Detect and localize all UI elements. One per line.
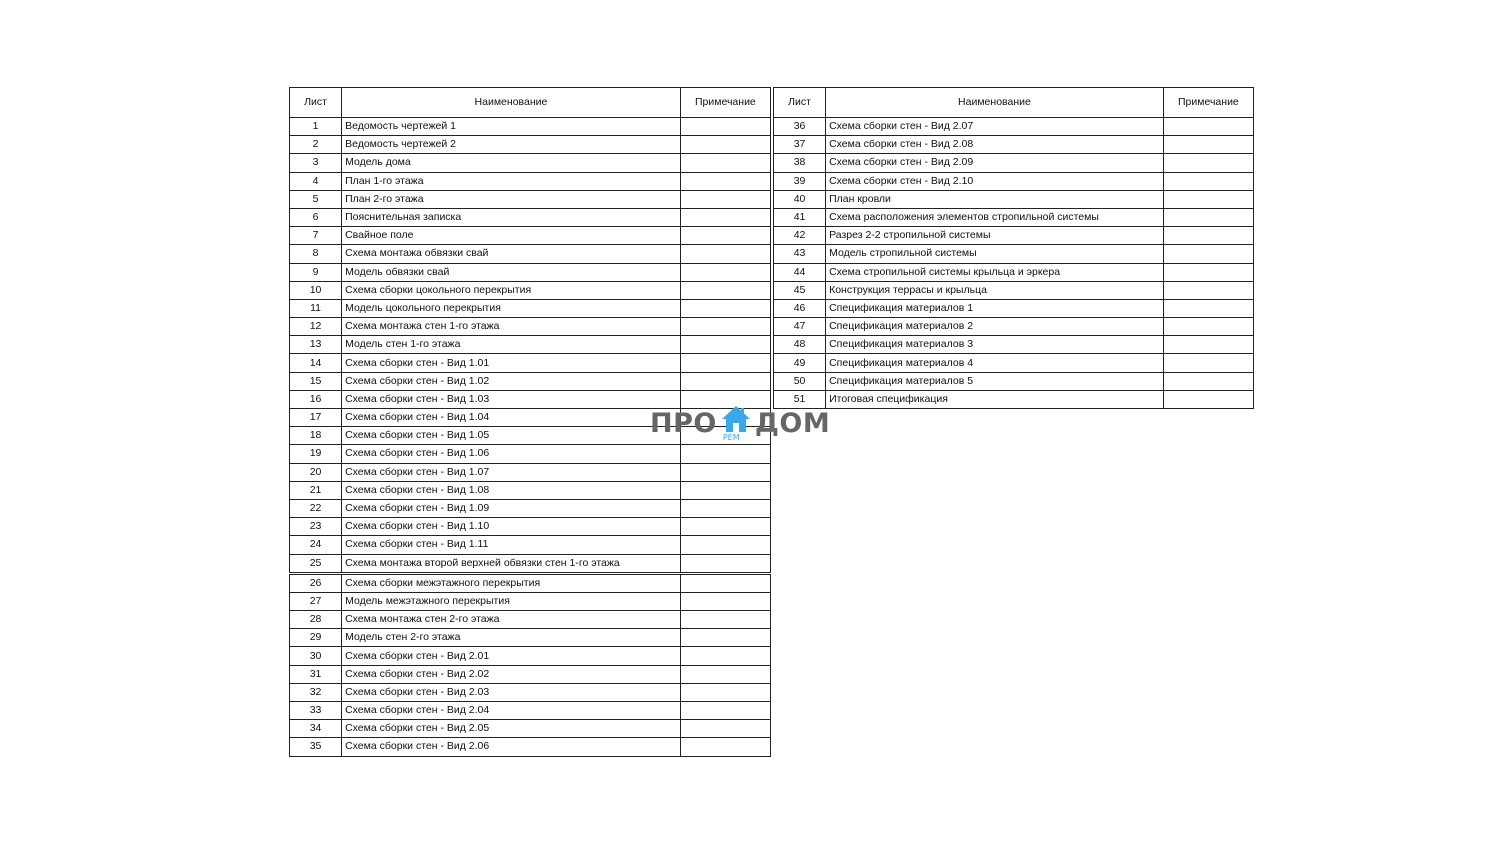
sheet-number: 48 xyxy=(774,336,826,354)
sheet-number: 30 xyxy=(290,647,342,665)
table-row xyxy=(290,336,771,354)
sheet-note xyxy=(680,518,770,536)
sheet-note xyxy=(680,154,770,172)
table-row xyxy=(774,227,1254,245)
table-row xyxy=(290,592,771,610)
sheet-name: Модель цокольного перекрытия xyxy=(342,299,681,317)
sheet-name: Схема сборки стен - Вид 2.08 xyxy=(826,136,1164,154)
sheet-name: Модель стен 2-го этажа xyxy=(342,629,681,647)
sheet-number: 39 xyxy=(774,172,826,190)
sheet-name: Схема сборки стен - Вид 1.11 xyxy=(342,536,681,554)
sheet-note xyxy=(680,536,770,554)
sheet-note xyxy=(680,118,770,136)
sheet-name: Ведомость чертежей 1 xyxy=(342,118,681,136)
sheet-number: 50 xyxy=(774,372,826,390)
sheet-note xyxy=(1163,263,1253,281)
sheet-note xyxy=(680,629,770,647)
table-row xyxy=(290,136,771,154)
sheet-name: Схема сборки стен - Вид 1.01 xyxy=(342,354,681,372)
sheet-name: Схема сборки стен - Вид 1.06 xyxy=(342,445,681,463)
sheet-name: Ведомость чертежей 2 xyxy=(342,136,681,154)
sheet-number: 27 xyxy=(290,592,342,610)
table-row xyxy=(290,683,771,701)
table-row xyxy=(774,136,1254,154)
table-row xyxy=(774,172,1254,190)
sheet-name: Схема сборки стен - Вид 1.03 xyxy=(342,390,681,408)
sheet-name: Пояснительная записка xyxy=(342,208,681,226)
sheet-number: 8 xyxy=(290,245,342,263)
sheet-note xyxy=(680,683,770,701)
sheet-name: Конструкция террасы и крыльца xyxy=(826,281,1164,299)
table-row xyxy=(290,354,771,372)
watermark-logo xyxy=(650,402,850,444)
table-row xyxy=(290,647,771,665)
sheet-name: План кровли xyxy=(826,190,1164,208)
header-note: Примечание xyxy=(680,88,770,118)
table-row xyxy=(290,702,771,720)
sheet-number: 13 xyxy=(290,336,342,354)
table-row xyxy=(290,281,771,299)
sheet-name: Схема сборки стен - Вид 2.09 xyxy=(826,154,1164,172)
table-row xyxy=(774,281,1254,299)
sheet-note xyxy=(1163,354,1253,372)
sheet-name: Итоговая спецификация xyxy=(826,390,1164,408)
sheet-name: Схема монтажа обвязки свай xyxy=(342,245,681,263)
sheet-name: Спецификация материалов 1 xyxy=(826,299,1164,317)
table-row xyxy=(290,154,771,172)
table-row xyxy=(290,208,771,226)
sheet-number: 46 xyxy=(774,299,826,317)
table-header-row xyxy=(774,88,1254,118)
sheet-name: Схема сборки стен - Вид 2.07 xyxy=(826,118,1164,136)
sheet-number: 45 xyxy=(774,281,826,299)
sheet-note xyxy=(680,463,770,481)
sheet-name: Схема стропильной системы крыльца и эркера xyxy=(826,263,1164,281)
header-name: Наименование xyxy=(826,88,1164,118)
sheet-note xyxy=(1163,136,1253,154)
table-row xyxy=(290,536,771,554)
sheet-note xyxy=(680,592,770,610)
sheet-note xyxy=(1163,336,1253,354)
table-row xyxy=(290,629,771,647)
sheet-note xyxy=(680,445,770,463)
sheet-note xyxy=(680,281,770,299)
sheet-name: Схема сборки стен - Вид 1.09 xyxy=(342,499,681,517)
sheet-number: 36 xyxy=(774,118,826,136)
sheet-number: 44 xyxy=(774,263,826,281)
sheet-name: Модель обвязки свай xyxy=(342,263,681,281)
table-body-right xyxy=(774,118,1254,409)
sheet-number: 2 xyxy=(290,136,342,154)
sheet-name: Схема монтажа стен 1-го этажа xyxy=(342,318,681,336)
table-row xyxy=(290,481,771,499)
sheet-name: Схема сборки стен - Вид 1.08 xyxy=(342,481,681,499)
sheet-note xyxy=(680,263,770,281)
sheet-name: Схема сборки стен - Вид 2.10 xyxy=(826,172,1164,190)
table-row xyxy=(290,445,771,463)
sheet-number: 37 xyxy=(774,136,826,154)
table-row xyxy=(290,118,771,136)
sheet-name: Схема сборки стен - Вид 2.03 xyxy=(342,683,681,701)
sheet-note xyxy=(1163,172,1253,190)
sheet-number: 41 xyxy=(774,208,826,226)
sheet-number: 4 xyxy=(290,172,342,190)
sheet-note xyxy=(1163,318,1253,336)
sheet-number: 33 xyxy=(290,702,342,720)
sheet-note xyxy=(1163,190,1253,208)
sheet-name: Модель дома xyxy=(342,154,681,172)
table-row xyxy=(774,245,1254,263)
table-row xyxy=(290,245,771,263)
table-row xyxy=(774,208,1254,226)
sheet-note xyxy=(680,190,770,208)
sheet-number: 51 xyxy=(774,390,826,408)
sheet-name: План 2-го этажа xyxy=(342,190,681,208)
sheet-name: Схема сборки стен - Вид 2.01 xyxy=(342,647,681,665)
table-row xyxy=(290,499,771,517)
table-row xyxy=(290,611,771,629)
sheet-number: 11 xyxy=(290,299,342,317)
sheet-note xyxy=(1163,281,1253,299)
table-row xyxy=(774,354,1254,372)
sheet-note xyxy=(680,336,770,354)
header-note: Примечание xyxy=(1163,88,1253,118)
table-row xyxy=(774,154,1254,172)
sheet-name: Свайное поле xyxy=(342,227,681,245)
sheet-number: 47 xyxy=(774,318,826,336)
sheet-number: 1 xyxy=(290,118,342,136)
sheet-number: 42 xyxy=(774,227,826,245)
sheet-note xyxy=(680,354,770,372)
sheet-number: 10 xyxy=(290,281,342,299)
table-row xyxy=(290,665,771,683)
sheet-number: 21 xyxy=(290,481,342,499)
sheet-number: 18 xyxy=(290,427,342,445)
table-row xyxy=(290,720,771,738)
sheet-note xyxy=(1163,154,1253,172)
sheet-note xyxy=(680,738,770,756)
table-row xyxy=(774,318,1254,336)
sheet-note xyxy=(680,299,770,317)
sheet-name: Схема монтажа второй верхней обвязки стен 1-го этажа xyxy=(342,554,681,573)
drawings-list-table-right xyxy=(773,87,1254,409)
sheet-note xyxy=(680,372,770,390)
sheet-number: 24 xyxy=(290,536,342,554)
sheet-number: 3 xyxy=(290,154,342,172)
table-row xyxy=(290,738,771,756)
sheet-number: 49 xyxy=(774,354,826,372)
sheet-name: Схема расположения элементов стропильной системы xyxy=(826,208,1164,226)
sheet-note xyxy=(680,720,770,738)
sheet-name: Схема сборки межэтажного перекрытия xyxy=(342,573,681,592)
sheet-name: Схема сборки стен - Вид 2.05 xyxy=(342,720,681,738)
sheet-name: Схема сборки стен - Вид 1.02 xyxy=(342,372,681,390)
sheet-name: Схема сборки стен - Вид 2.02 xyxy=(342,665,681,683)
table-row xyxy=(290,554,771,573)
sheet-number: 26 xyxy=(290,573,342,592)
watermark-subtext: РЕМ xyxy=(722,433,740,442)
table-row xyxy=(774,263,1254,281)
sheet-number: 32 xyxy=(290,683,342,701)
sheet-note xyxy=(1163,299,1253,317)
table-row xyxy=(774,372,1254,390)
sheet-number: 12 xyxy=(290,318,342,336)
sheet-number: 35 xyxy=(290,738,342,756)
table-header-row xyxy=(290,88,771,118)
sheet-name: Спецификация материалов 2 xyxy=(826,318,1164,336)
table-row xyxy=(290,318,771,336)
sheet-note xyxy=(680,136,770,154)
sheet-name: Разрез 2-2 стропильной системы xyxy=(826,227,1164,245)
table-row xyxy=(290,227,771,245)
sheet-number: 20 xyxy=(290,463,342,481)
sheet-note xyxy=(680,665,770,683)
table-row xyxy=(290,263,771,281)
sheet-note xyxy=(680,647,770,665)
sheet-number: 5 xyxy=(290,190,342,208)
sheet-name: Модель стропильной системы xyxy=(826,245,1164,263)
sheet-number: 28 xyxy=(290,611,342,629)
sheet-name: Схема сборки стен - Вид 2.04 xyxy=(342,702,681,720)
sheet-name: Схема сборки стен - Вид 1.05 xyxy=(342,427,681,445)
sheet-note xyxy=(680,227,770,245)
sheet-note xyxy=(1163,227,1253,245)
sheet-number: 34 xyxy=(290,720,342,738)
header-sheet: Лист xyxy=(774,88,826,118)
sheet-note xyxy=(680,245,770,263)
sheet-name: Спецификация материалов 4 xyxy=(826,354,1164,372)
table-row xyxy=(290,463,771,481)
sheet-name: Схема сборки стен - Вид 1.10 xyxy=(342,518,681,536)
sheet-name: Схема сборки стен - Вид 2.06 xyxy=(342,738,681,756)
sheet-name: Спецификация материалов 5 xyxy=(826,372,1164,390)
header-name: Наименование xyxy=(342,88,681,118)
sheet-name: Модель стен 1-го этажа xyxy=(342,336,681,354)
sheet-note xyxy=(680,172,770,190)
sheet-number: 29 xyxy=(290,629,342,647)
table-row xyxy=(774,336,1254,354)
table-row xyxy=(290,518,771,536)
sheet-name: Модель межэтажного перекрытия xyxy=(342,592,681,610)
sheet-note xyxy=(680,208,770,226)
sheet-number: 16 xyxy=(290,390,342,408)
sheet-name: Схема сборки стен - Вид 1.07 xyxy=(342,463,681,481)
sheet-number: 19 xyxy=(290,445,342,463)
sheet-number: 43 xyxy=(774,245,826,263)
header-sheet: Лист xyxy=(290,88,342,118)
sheet-number: 15 xyxy=(290,372,342,390)
sheet-note xyxy=(1163,118,1253,136)
house-icon xyxy=(721,404,751,442)
table-row xyxy=(290,299,771,317)
watermark-text-left: ПРО xyxy=(650,407,717,439)
sheet-note xyxy=(680,573,770,592)
table-row xyxy=(290,172,771,190)
sheet-number: 9 xyxy=(290,263,342,281)
sheet-number: 22 xyxy=(290,499,342,517)
sheet-note xyxy=(680,702,770,720)
sheet-note xyxy=(1163,245,1253,263)
table-row xyxy=(290,573,771,592)
sheet-name: Схема сборки цокольного перекрытия xyxy=(342,281,681,299)
sheet-number: 38 xyxy=(774,154,826,172)
sheet-note xyxy=(680,318,770,336)
sheet-name: Спецификация материалов 3 xyxy=(826,336,1164,354)
table-row xyxy=(290,190,771,208)
table-row xyxy=(774,190,1254,208)
sheet-note xyxy=(1163,372,1253,390)
table-row xyxy=(290,372,771,390)
sheet-number: 6 xyxy=(290,208,342,226)
sheet-number: 40 xyxy=(774,190,826,208)
sheet-number: 31 xyxy=(290,665,342,683)
sheet-note xyxy=(680,554,770,573)
sheet-number: 23 xyxy=(290,518,342,536)
sheet-name: Схема монтажа стен 2-го этажа xyxy=(342,611,681,629)
watermark-text-right: ДОМ xyxy=(754,407,831,439)
sheet-number: 7 xyxy=(290,227,342,245)
sheet-name: Схема сборки стен - Вид 1.04 xyxy=(342,409,681,427)
sheet-name: План 1-го этажа xyxy=(342,172,681,190)
sheet-note xyxy=(1163,390,1253,408)
sheet-number: 14 xyxy=(290,354,342,372)
table-row xyxy=(774,118,1254,136)
table-row xyxy=(774,299,1254,317)
sheet-note xyxy=(680,611,770,629)
sheet-note xyxy=(680,481,770,499)
sheet-note xyxy=(1163,208,1253,226)
sheet-note xyxy=(680,499,770,517)
sheet-number: 25 xyxy=(290,554,342,573)
sheet-number: 17 xyxy=(290,409,342,427)
